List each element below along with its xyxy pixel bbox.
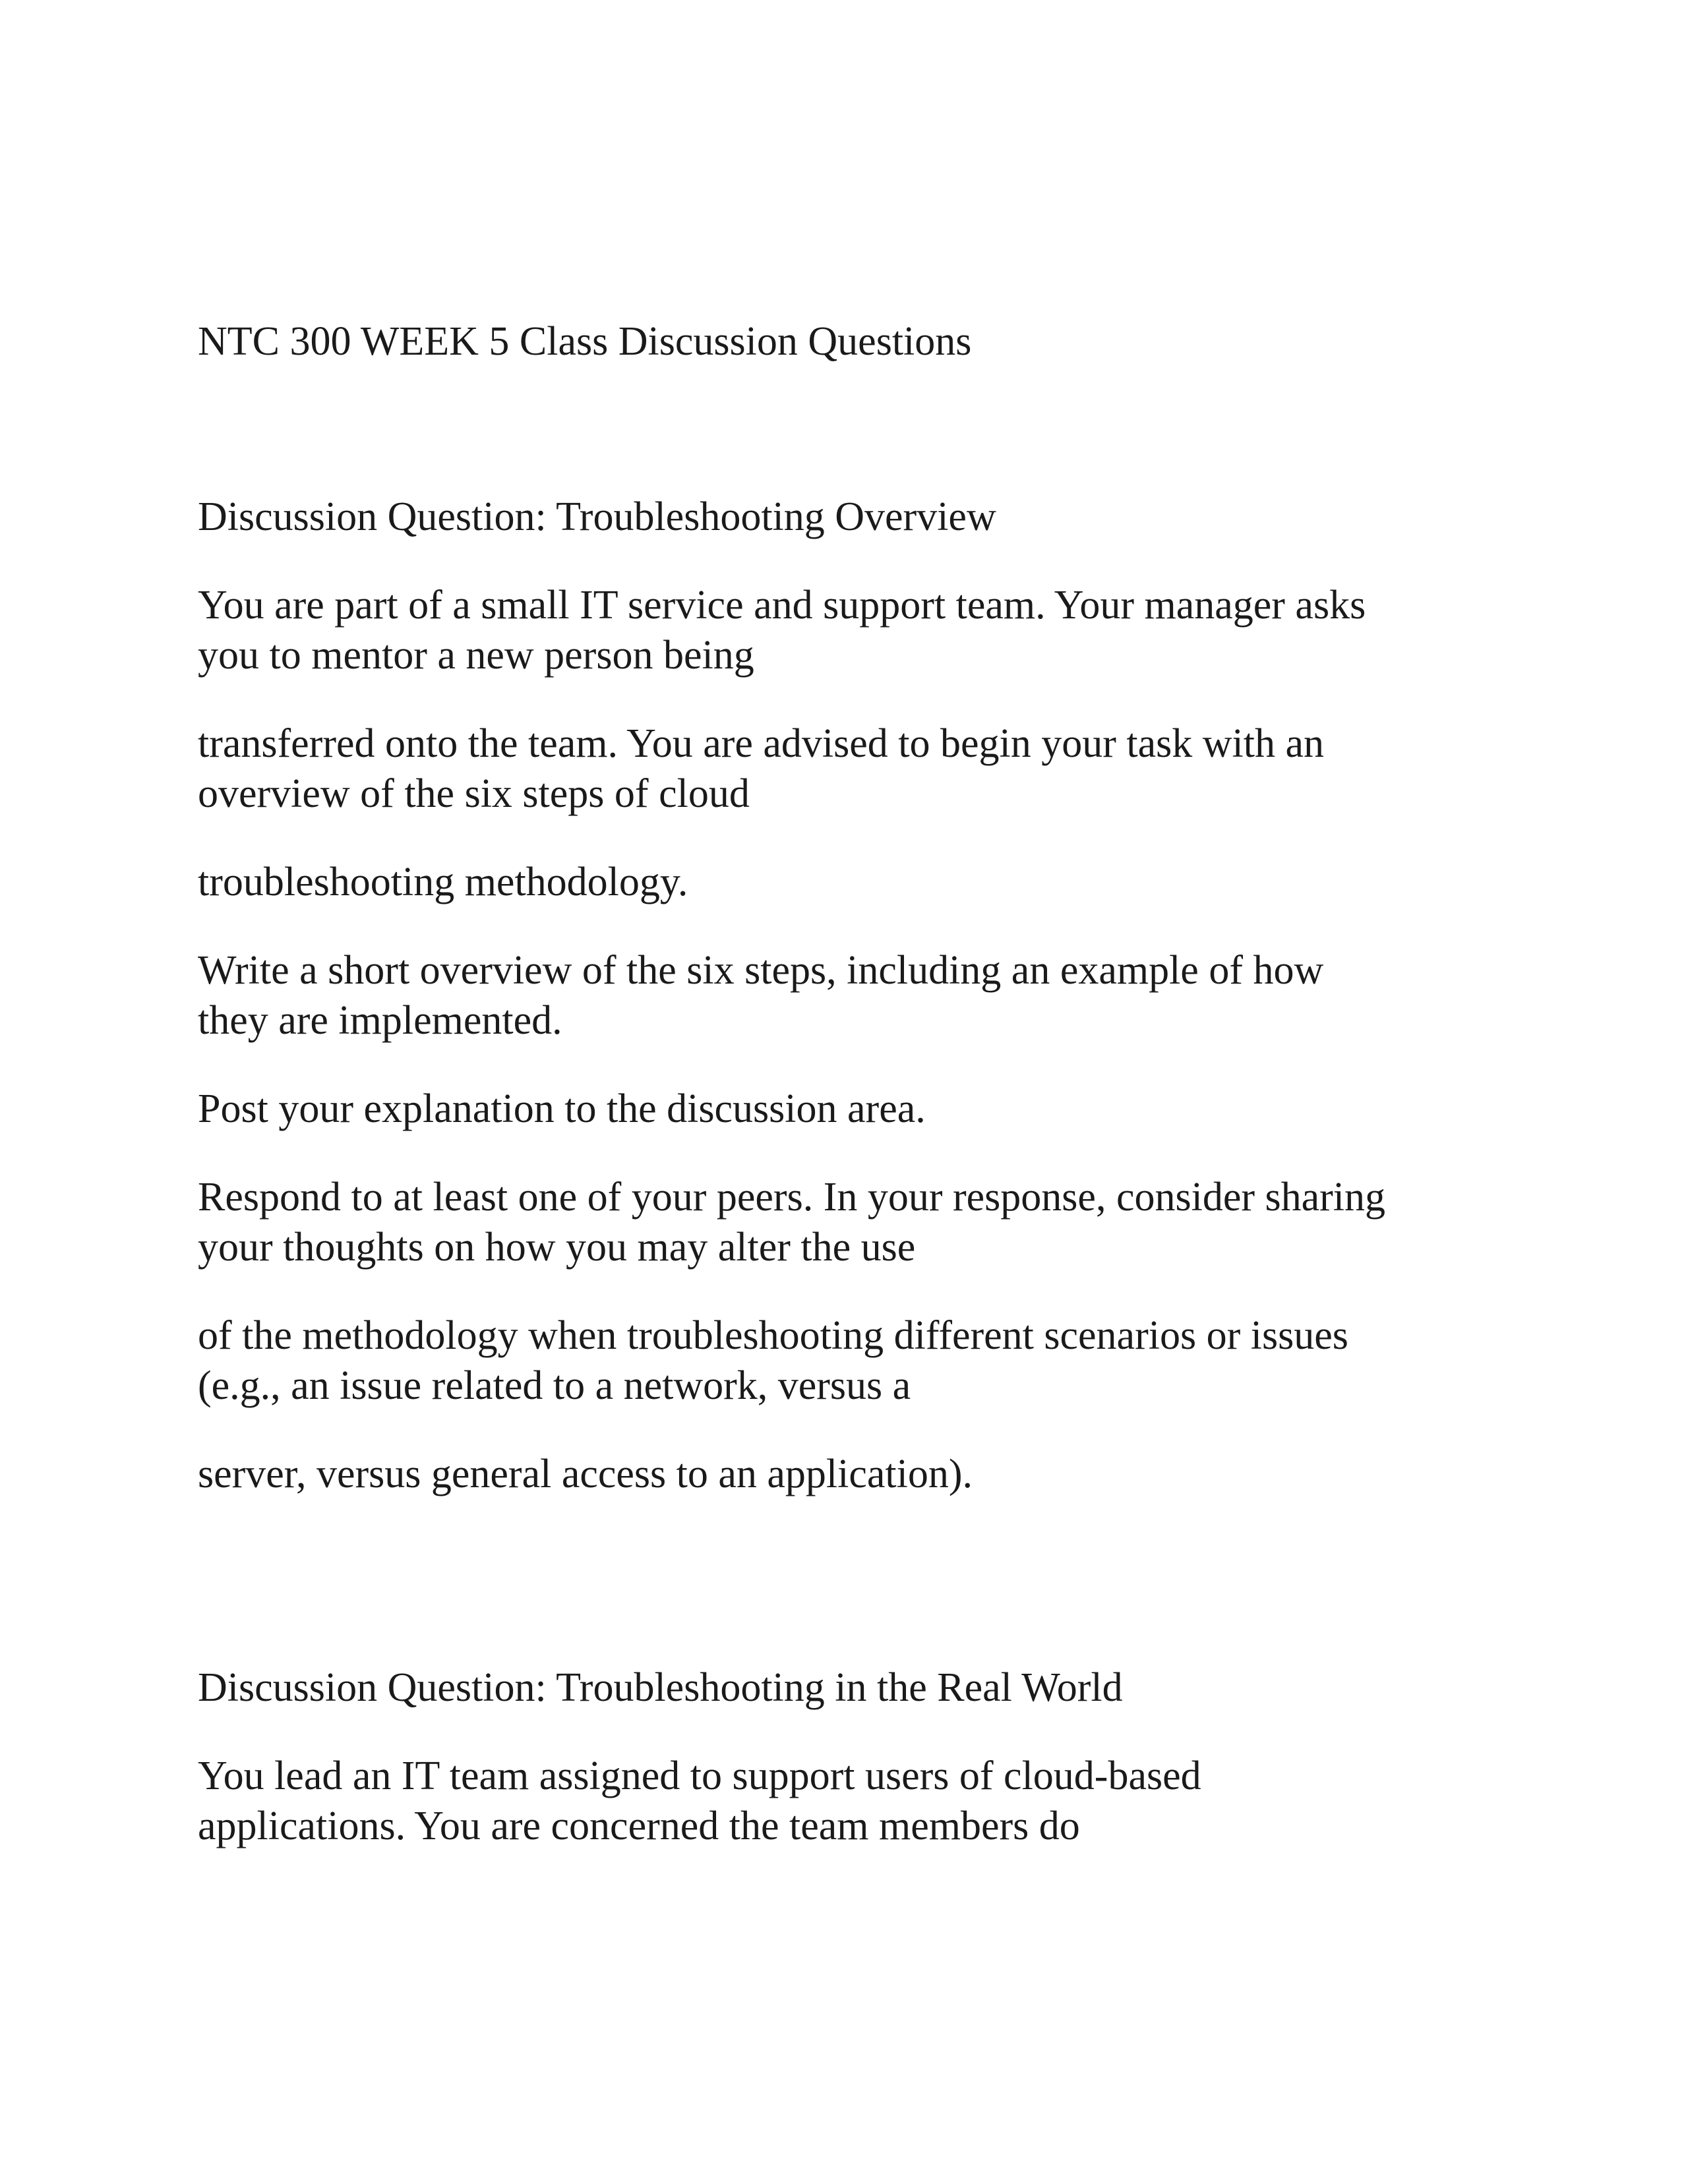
paragraph-line: server, versus general access to an application). xyxy=(198,1452,973,1496)
paragraph xyxy=(198,719,1517,819)
paragraph xyxy=(198,1449,1517,1499)
document-title: NTC 300 WEEK 5 Class Discussion Questions xyxy=(198,319,972,364)
paragraph-line: they are implemented. xyxy=(198,998,562,1043)
paragraph-line: overview of the six steps of cloud xyxy=(198,771,750,816)
section-spacer xyxy=(198,1537,1517,1663)
paragraph-line: You lead an IT team assigned to support users of cloud-based xyxy=(198,1754,1201,1798)
paragraph-line: Post your explanation to the discussion area. xyxy=(198,1086,926,1131)
paragraph-line: You are part of a small IT service and support team. Your manager asks xyxy=(198,583,1366,628)
paragraph-line: Write a short overview of the six steps, including an example of how xyxy=(198,948,1324,993)
paragraph xyxy=(198,1084,1517,1134)
paragraph-line: transferred onto the team. You are advised to begin your task with an xyxy=(198,721,1325,766)
paragraph xyxy=(198,1172,1517,1272)
paragraph xyxy=(198,1311,1517,1411)
paragraph-line: applications. You are concerned the team members do xyxy=(198,1804,1080,1848)
paragraph-line: your thoughts on how you may alter the use xyxy=(198,1225,916,1270)
paragraph-line: Respond to at least one of your peers. In your response, consider sharing xyxy=(198,1175,1385,1220)
section-troubleshooting-overview xyxy=(198,492,1517,1499)
section-heading: Discussion Question: Troubleshooting in the Real World xyxy=(198,1665,1123,1710)
paragraph xyxy=(198,580,1517,680)
paragraph xyxy=(198,857,1517,907)
paragraph-line: troubleshooting methodology. xyxy=(198,860,688,904)
document-content xyxy=(198,316,1517,1889)
paragraph-line: you to mentor a new person being xyxy=(198,633,754,678)
paragraph xyxy=(198,945,1517,1046)
paragraph xyxy=(198,1751,1517,1851)
paragraph-line: (e.g., an issue related to a network, versus a xyxy=(198,1363,911,1408)
section-troubleshooting-real-world xyxy=(198,1663,1517,1851)
section-heading: Discussion Question: Troubleshooting Overview xyxy=(198,494,996,539)
paragraph-line: of the methodology when troubleshooting different scenarios or issues xyxy=(198,1313,1348,1358)
